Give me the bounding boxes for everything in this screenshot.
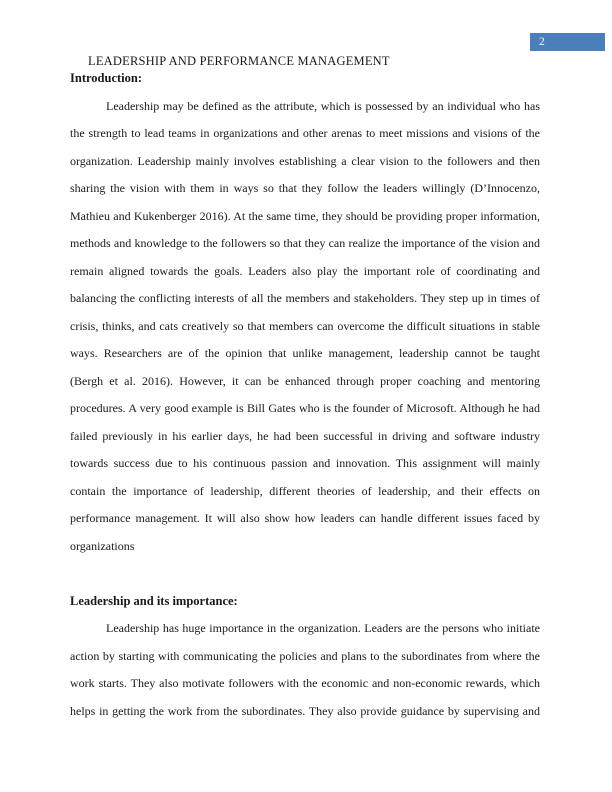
- paragraph: [70, 93, 540, 561]
- paragraph-line: ways. Researchers are of the opinion that unlike management, leadership cannot be taught: [70, 346, 540, 360]
- paragraph-line: (Bergh et al. 2016). However, it can be enhanced through proper coaching and mentoring: [70, 373, 540, 388]
- paragraph-line: Leadership may be defined as the attribute, which is possessed by an individual who has: [106, 98, 540, 113]
- document-body: [70, 65, 540, 725]
- section-heading: Introduction:: [70, 71, 143, 85]
- paragraph: [70, 615, 540, 725]
- paragraph-line: organizations: [70, 538, 135, 553]
- paragraph-line: sharing the vision with them in ways so that they follow the leaders willingly (D’Innocenzo,: [70, 181, 540, 195]
- section-heading: Leadership and its importance:: [70, 593, 238, 608]
- paragraph-line: helps in getting the work from the subordinates. They also provide guidance by supervising and: [70, 703, 540, 718]
- paragraph-line: methods and knowledge to the followers so that they can realize the importance of the vision and: [70, 236, 540, 250]
- paragraph-line: crisis, thinks, and cats creatively so that members can overcome the difficult situations in stable: [70, 318, 540, 333]
- paragraph-line: the strength to lead teams in organizations and other arenas to meet missions and visions of the: [70, 126, 540, 140]
- section-leadership-importance: [70, 588, 540, 726]
- paragraph-line: failed previously in his earlier days, he had been successful in driving and software industry: [70, 428, 540, 443]
- paragraph-line: contain the importance of leadership, different theories of leadership, and their effects on: [70, 483, 540, 498]
- blank-line-spacer: [70, 560, 540, 588]
- running-head: LEADERSHIP AND PERFORMANCE MANAGEMENT: [88, 54, 390, 68]
- paragraph-line: performance management. It will also show how leaders can handle different issues faced by: [70, 511, 540, 525]
- paragraph-line: work starts. They also motivate followers with the economic and non-economic rewards, which: [70, 676, 540, 690]
- paragraph-line: action by starting with communicating the policies and plans to the subordinates from where the: [70, 648, 540, 663]
- page-number-badge: 2: [530, 33, 605, 51]
- paragraph-line: remain aligned towards the goals. Leaders also play the important role of coordinating and: [70, 263, 540, 278]
- paragraph-line: balancing the conflicting interests of all the members and stakeholders. They step up in times of: [70, 291, 540, 305]
- section-introduction: [70, 65, 540, 560]
- paragraph-line: Mathieu and Kukenberger 2016). At the same time, they should be providing proper information,: [70, 208, 540, 223]
- paragraph-line: procedures. A very good example is Bill Gates who is the founder of Microsoft. Although he had: [70, 401, 540, 415]
- paragraph-line: Leadership has huge importance in the organization. Leaders are the persons who initiate: [106, 621, 540, 635]
- paragraph-line: organization. Leadership mainly involves establishing a clear vision to the followers and then: [70, 153, 540, 168]
- paragraph-line: towards success due to his continuous passion and innovation. This assignment will mainly: [70, 456, 540, 470]
